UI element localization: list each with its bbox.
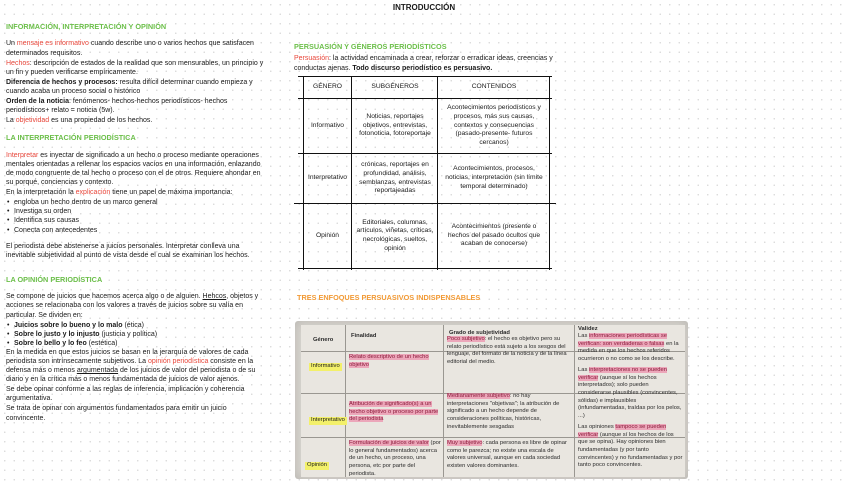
generos-table: [298, 76, 552, 270]
list-item: • Juicios sobre lo bueno y lo malo (ética): [6, 321, 264, 330]
photo-header-grado: Grado de subjetividad: [449, 330, 510, 336]
paragraph-juicios: Se compone de juicios que hacemos acerca algo o de alguien. Hehcos, objetos y acciones se relacionaba con los valores a través de juicios sobre su valía en particular. Se dividen en:: [6, 293, 259, 319]
photo-cell-finalidad: Atribución de significado(s) a un hecho objetivo o proceso por parte del periodista: [349, 401, 439, 423]
persuasion-section: [294, 42, 554, 74]
table-cell-genero: Interpretativo: [307, 174, 348, 182]
paragraph-hechos: Hechos: descripción de estados de la realidad que son mensurables, un principio y un fin y pueden verificarse empíricamente.: [6, 59, 264, 76]
table-cell-subgeneros: crónicas, reportajes en profundidad, análisis, semblanzas, entrevistas reportajeadas: [359, 161, 431, 195]
photo-cell-finalidad: Formulación de juicios de valor (por lo general fundamentados) acerca de un hecho, un proceso, una persona, etc por parte del periodista.: [349, 440, 441, 477]
genre-tag-opinion: Opinión: [307, 462, 327, 468]
section-title-interpretacion: LA INTERPRETACIÓN PERIODÍSTICA: [6, 133, 136, 143]
paragraph-reglas: Se debe opinar conforme a las reglas de inferencia, implicación y coherencia argumentativa.: [6, 386, 245, 403]
paragraph-argumentos: Se trata de opinar con argumentos fundamentados para emitir un juicio convincente.: [6, 405, 227, 422]
juicios-list: [6, 321, 264, 348]
genre-tag-informativo: Informativo: [311, 363, 340, 369]
table-cell-contenidos: Acontecimientos periodísticos y procesos, más sus causas, contextos y consecuencias (pasado-presente- futuros cercanos): [447, 104, 541, 147]
photo-cell-grado: Medianamente subjetivo: no hay interpretaciones "objetivas"; la atribución de significado a un hecho depende de consideraciones políticas, históricas, inevitablemente sesgadas: [447, 393, 560, 430]
explicacion-list: [6, 198, 264, 234]
table-cell-subgeneros: Editoriales, columnas, artículos, viñetas, críticas, necrológicas, sueltos, opinión: [356, 218, 434, 252]
table-header-subgeneros: SUBGÉNEROS: [371, 83, 419, 91]
genre-tag-interpretativo: Interpretativo: [311, 417, 345, 423]
section-title-informacion: INFORMACIÓN, INTERPRETACIÓN Y OPINIÓN: [6, 22, 167, 31]
left-column: [6, 22, 264, 424]
table-cell-contenidos: Acontecimientos, procesos, noticias, interpretación (sin límite temporal determinado): [445, 165, 543, 190]
photo-header-validez: Validez: [578, 326, 598, 332]
paragraph-interpretar: Interpretar es inyectar de significado a un hecho o proceso mediante operaciones mentales orientadas a rellenar los espacios vacíos en una información, enlazando de modo congruente de tal hecho o proceso con el de otros. Requiere ahondar en su porqué, conciencias y contexto.: [6, 151, 261, 187]
table-header-contenidos: CONTENIDOS: [471, 83, 517, 91]
paragraph-mensaje: Un mensaje es informativo cuando describe uno o varios hechos que satisfacen determinados requisitos.: [6, 40, 254, 57]
list-item: • Sobre lo bello y lo feo (estética): [6, 339, 264, 348]
list-item: • engloba un hecho dentro de un marco general: [6, 198, 264, 207]
photo-cell-validez: Las informaciones periodísticas se verifican: son verdaderas o falsas en la medida en que los hechos referidos ocurrieron o no como se los describe.: [578, 333, 679, 362]
list-item: • Investiga su orden: [6, 207, 264, 216]
section-title-enfoques: TRES ENFOQUES PERSUASIVOS INDISPENSABLES: [297, 293, 481, 302]
section-title-persuasion: PERSUASIÓN Y GÉNEROS PERIODÍSTICOS: [294, 42, 447, 51]
paragraph-objetividad: La objetividad es una propiedad de los hechos.: [6, 117, 153, 125]
table-cell-genero: Informativo: [310, 121, 345, 129]
table-cell-genero: Opinión: [315, 231, 340, 239]
table-header-genero: GÉNERO: [313, 83, 342, 91]
list-item: • Identifica sus causas: [6, 216, 264, 225]
section-title-opinion: LA OPINIÓN PERIODÍSTICA: [6, 274, 103, 284]
photo-cell-validez: Las opiniones tampoco se pueden verificar (aunque sí los hechos de los que se opina). Hay opiniones bien fundamentadas (y por tanto convincentes) y no fundamentadas y por tanto poco convincentes.: [578, 424, 683, 469]
photo-cell-validez: Las interpretaciones no se pueden verificar (aunque sí los hechos interpretados); solo pueden considerarse plausibles (convincentes, sólidas) e implausibles (infundamentadas, traídas por los pelos, ...): [578, 367, 682, 419]
page-title: INTRODUCCIÓN: [392, 3, 456, 12]
photo-header-genero: Género: [313, 337, 334, 343]
list-item: • Conecta con antecedentes: [6, 226, 264, 235]
photo-cell-grado: Muy subjetivo: cada persona es libre de opinar como le parezca; no existe una escala de valores universal, aunque en cada sociedad existen valores dominantes.: [447, 440, 567, 469]
paragraph-diferencia: Diferencia de hechos y procesos: resulta difícil determinar cuando empieza y cuando acaba un proceso social o histórico: [6, 78, 253, 95]
table-cell-contenidos: Acontecimientos (presente o hechos del pasado ocultos que acaban de conocerse): [447, 222, 541, 248]
photo-cell-finalidad: Relato descriptivo de un hecho objetivo: [349, 354, 429, 368]
paragraph-abstenerse: El periodista debe abstenerse a juicios personales. Interpretar conlleva una inevitable subjetividad al punto de vista desde el cual se examinan los hechos.: [6, 242, 250, 259]
enfoques-table-photo: [295, 321, 688, 479]
photo-cell-grado: Poco subjetivo: el hecho es objetivo pero su relato periodístico está sujeto a los sesgos del lenguaje, del formato de la noticia y de la línea editorial del medio.: [447, 336, 567, 365]
photo-header-finalidad: Finalidad: [351, 333, 377, 339]
paragraph-explicacion: En la interpretación la explicación tiene un papel de máxima importancia:: [6, 189, 233, 197]
paragraph-persuasion: Persuasión: la actividad encaminada a crear, reforzar o erradicar ideas, creencias y conductas ajenas. Todo discurso periodístico es persuasivo.: [294, 55, 553, 72]
table-cell-subgeneros: Noticias, reportajes objetivos, entrevistas, fotonoticia, fotoreportaje: [359, 112, 431, 138]
paragraph-jerarquia: En la medida en que estos juicios se basan en la jerarquía de valores de cada periodista son intrínsecamente subjetivos. La opinión periodística consiste en la defensa más o menos argumentada de los juicios de valor del periodista o de su diario y en la crítica más o menos fundamentada de juicios de valor ajenos.: [6, 348, 256, 384]
list-item: • Sobre lo justo y lo injusto (justicia y política): [6, 330, 264, 339]
paragraph-orden: Orden de la noticia: fenómenos- hechos-hechos periodísticos- hechos periodísticos+ relato = noticia (5w).: [6, 98, 228, 115]
